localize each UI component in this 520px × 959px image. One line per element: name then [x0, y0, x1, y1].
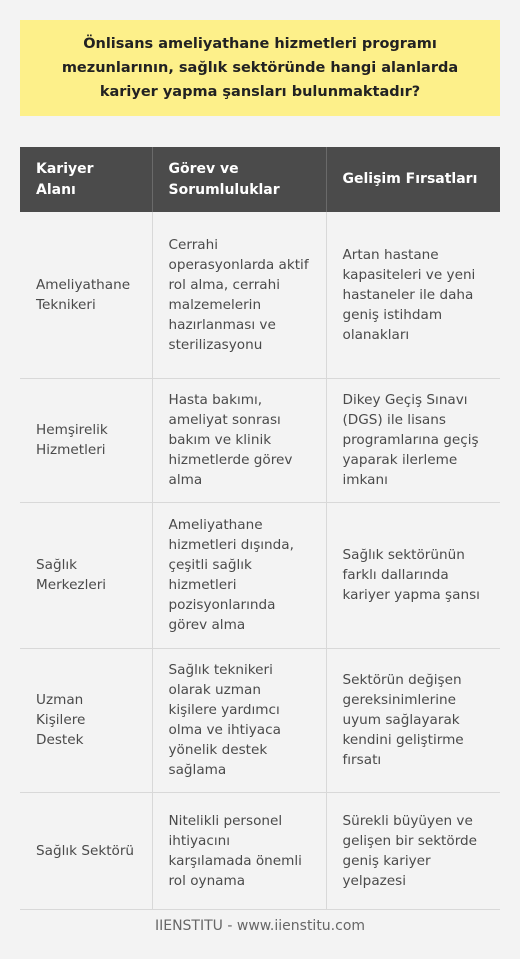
cell-career-area: Sağlık Merkezleri [20, 502, 152, 648]
cell-duties: Nitelikli personel ihtiyacını karşılamada önemli rol oynama [152, 792, 326, 909]
table-row [20, 648, 500, 792]
cell-career-area: Sağlık Sektörü [20, 792, 152, 909]
cell-opportunities: Artan hastane kapasiteleri ve yeni hastaneler ile daha geniş istihdam olanakları [326, 212, 500, 378]
footer-credit: IIENSTITU - www.iienstitu.com [154, 918, 366, 934]
header-career-area: Kariyer Alanı [20, 147, 152, 212]
table-row [20, 792, 500, 909]
table-row [20, 212, 500, 378]
cell-duties: Hasta bakımı, ameliyat sonrası bakım ve klinik hizmetlerde görev alma [152, 378, 326, 502]
page-title: Önlisans ameliyathane hizmetleri programı mezunlarının, sağlık sektöründe hangi alanlarda kariyer yapma şansları bulunmaktadır? [61, 36, 459, 100]
table-header-row [20, 147, 500, 212]
table-row [20, 378, 500, 502]
header-duties: Görev ve Sorumluluklar [152, 147, 326, 212]
header-opportunities: Gelişim Fırsatları [326, 147, 500, 212]
cell-duties: Ameliyathane hizmetleri dışında, çeşitli sağlık hizmetleri pozisyonlarında görev alma [152, 502, 326, 648]
career-table [20, 147, 500, 910]
cell-duties: Cerrahi operasyonlarda aktif rol alma, cerrahi malzemelerin hazırlanması ve sterilizasyonu [152, 212, 326, 378]
cell-career-area: Ameliyathane Teknikeri [20, 212, 152, 378]
cell-opportunities: Sürekli büyüyen ve gelişen bir sektörde geniş kariyer yelpazesi [326, 792, 500, 909]
cell-opportunities: Sektörün değişen gereksinimlerine uyum sağlayarak kendini geliştirme fırsatı [326, 648, 500, 792]
cell-career-area: Hemşirelik Hizmetleri [20, 378, 152, 502]
title-banner [20, 20, 500, 116]
table-row [20, 502, 500, 648]
cell-opportunities: Dikey Geçiş Sınavı (DGS) ile lisans programlarına geçiş yaparak ilerleme imkanı [326, 378, 500, 502]
cell-opportunities: Sağlık sektörünün farklı dallarında kariyer yapma şansı [326, 502, 500, 648]
cell-career-area: Uzman Kişilere Destek [20, 648, 152, 792]
cell-duties: Sağlık teknikeri olarak uzman kişilere yardımcı olma ve ihtiyaca yönelik destek sağlama [152, 648, 326, 792]
